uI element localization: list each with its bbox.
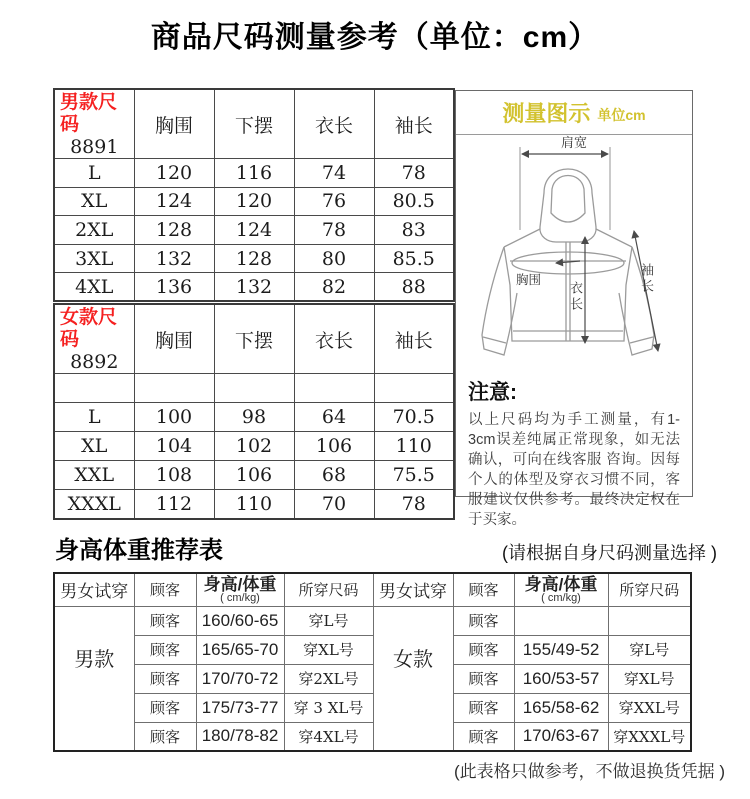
value-cell — [134, 374, 214, 403]
women-model-number: 8892 — [70, 351, 119, 373]
women-size-table — [53, 303, 455, 520]
value-cell: 132 — [214, 273, 294, 302]
value-cell: 102 — [214, 432, 294, 461]
men-table-label: 男款尺码 — [60, 92, 118, 135]
value-cell: 106 — [294, 432, 374, 461]
value-cell: 120 — [134, 159, 214, 188]
size-worn-cell: 穿L号 — [608, 635, 691, 664]
measure-diagram-panel — [455, 90, 693, 528]
women-col-header-length: 衣长 — [294, 304, 374, 374]
customer-cell: 顾客 — [134, 635, 196, 664]
header-size-worn-men: 所穿尺码 — [284, 573, 373, 606]
men-model-number: 8891 — [70, 136, 119, 158]
value-cell: 76 — [294, 187, 374, 216]
size-cell: 2XL — [54, 216, 134, 245]
height-weight-cell: 165/65-70 — [196, 635, 284, 664]
table-row — [54, 461, 454, 490]
customer-cell: 顾客 — [453, 635, 514, 664]
men-group-label-cell: 男款 — [54, 606, 134, 751]
size-worn-cell: 穿L号 — [284, 606, 373, 635]
table-row — [54, 722, 691, 751]
diagram-title: 测量图示 — [502, 101, 591, 126]
value-cell: 98 — [214, 403, 294, 432]
recommend-section-subtitle: (请根据自身尺码测量选择 ) — [502, 543, 717, 563]
height-weight-cell: 160/53-57 — [514, 664, 608, 693]
height-weight-cell: 155/49-52 — [514, 635, 608, 664]
value-cell: 68 — [294, 461, 374, 490]
value-cell: 70.5 — [374, 403, 454, 432]
customer-cell: 顾客 — [453, 664, 514, 693]
value-cell: 128 — [214, 244, 294, 273]
size-worn-cell: 穿4XL号 — [284, 722, 373, 751]
table-row — [54, 273, 454, 302]
size-cell: 3XL — [54, 244, 134, 273]
value-cell: 85.5 — [374, 244, 454, 273]
women-table-label: 女款尺码 — [60, 307, 118, 350]
size-cell: XXL — [54, 461, 134, 490]
value-cell: 74 — [294, 159, 374, 188]
height-weight-cell: 165/58-62 — [514, 693, 608, 722]
size-worn-cell — [608, 606, 691, 635]
size-cell: 4XL — [54, 273, 134, 302]
value-cell: 78 — [294, 216, 374, 245]
rec-table-header-row — [54, 573, 691, 606]
men-size-table — [53, 88, 455, 302]
women-table-label-cell — [54, 304, 134, 374]
height-weight-cell: 170/63-67 — [514, 722, 608, 751]
men-table-label-cell — [54, 89, 134, 159]
page-title: 商品尺码测量参考（单位：cm） — [150, 21, 600, 54]
women-col-header-sleeve: 袖长 — [374, 304, 454, 374]
size-cell: XL — [54, 432, 134, 461]
size-cell — [54, 374, 134, 403]
value-cell: 132 — [134, 244, 214, 273]
height-weight-cell: 175/73-77 — [196, 693, 284, 722]
value-cell: 88 — [374, 273, 454, 302]
size-cell: XL — [54, 187, 134, 216]
height-weight-table — [53, 572, 692, 752]
height-weight-cell — [514, 606, 608, 635]
customer-cell: 顾客 — [134, 722, 196, 751]
sleeve-length-label: 袖长 — [639, 263, 654, 295]
header-hw-unit: ( cm/kg) — [220, 591, 260, 604]
value-cell: 78 — [374, 490, 454, 519]
header-hw-text: 身高/体重 — [524, 574, 598, 594]
height-weight-cell: 180/78-82 — [196, 722, 284, 751]
header-customer-men: 顾客 — [134, 573, 196, 606]
value-cell — [374, 374, 454, 403]
height-weight-cell: 160/60-65 — [196, 606, 284, 635]
value-cell: 83 — [374, 216, 454, 245]
table-footnote: (此表格只做参考，不做退换货凭据 ) — [453, 762, 725, 781]
diagram-unit-label: 单位cm — [597, 106, 646, 123]
header-size-worn-women: 所穿尺码 — [608, 573, 691, 606]
value-cell: 116 — [214, 159, 294, 188]
men-col-header-length: 衣长 — [294, 89, 374, 159]
size-worn-cell: 穿XL号 — [608, 664, 691, 693]
value-cell: 112 — [134, 490, 214, 519]
value-cell: 136 — [134, 273, 214, 302]
notice-body: 以上尺码均为手工测量，有1-3cm误差纯属正常现象，如无法确认，可向在线客服 咨询。因每个人的体型及穿衣习惯不同，客服建议仅供参考。最终决定权在于买家。 — [468, 412, 680, 528]
size-worn-cell: 穿 3 XL号 — [284, 693, 373, 722]
size-worn-cell: 穿XXL号 — [608, 693, 691, 722]
header-customer-women: 顾客 — [453, 573, 514, 606]
value-cell: 100 — [134, 403, 214, 432]
jacket-diagram — [456, 135, 692, 370]
value-cell: 106 — [214, 461, 294, 490]
value-cell: 108 — [134, 461, 214, 490]
table-row — [54, 432, 454, 461]
customer-cell: 顾客 — [453, 722, 514, 751]
value-cell: 80 — [294, 244, 374, 273]
header-hw-text: 身高/体重 — [203, 574, 277, 594]
table-row — [54, 664, 691, 693]
women-col-header-hem: 下摆 — [214, 304, 294, 374]
value-cell: 124 — [134, 187, 214, 216]
header-tryon-women: 男女试穿 — [373, 573, 453, 606]
size-worn-cell: 穿XL号 — [284, 635, 373, 664]
chest-label: 胸围 — [516, 273, 542, 287]
value-cell: 110 — [374, 432, 454, 461]
notice-title: 注意: — [468, 381, 517, 404]
recommend-section-title: 身高体重推荐表 — [55, 537, 223, 564]
shoulder-width-label: 肩宽 — [560, 135, 587, 150]
men-table-header-row — [54, 89, 454, 159]
customer-cell: 顾客 — [134, 606, 196, 635]
value-cell: 78 — [374, 159, 454, 188]
value-cell: 64 — [294, 403, 374, 432]
jacket-outline-drawing — [456, 135, 692, 370]
value-cell: 120 — [214, 187, 294, 216]
customer-cell: 顾客 — [453, 693, 514, 722]
notice-section — [456, 370, 692, 530]
garment-length-label: 衣长 — [568, 281, 583, 313]
women-table-header-row — [54, 304, 454, 374]
value-cell — [214, 374, 294, 403]
table-row — [54, 216, 454, 245]
value-cell: 104 — [134, 432, 214, 461]
height-weight-cell: 170/70-72 — [196, 664, 284, 693]
value-cell: 124 — [214, 216, 294, 245]
table-row — [54, 244, 454, 273]
size-worn-cell: 穿2XL号 — [284, 664, 373, 693]
value-cell: 82 — [294, 273, 374, 302]
men-col-header-sleeve: 袖长 — [374, 89, 454, 159]
men-col-header-hem: 下摆 — [214, 89, 294, 159]
header-height-weight-women — [514, 573, 608, 606]
customer-cell: 顾客 — [134, 693, 196, 722]
value-cell: 128 — [134, 216, 214, 245]
customer-cell: 顾客 — [134, 664, 196, 693]
size-cell: L — [54, 403, 134, 432]
value-cell: 110 — [214, 490, 294, 519]
diagram-title-row — [456, 91, 692, 135]
table-row — [54, 187, 454, 216]
value-cell — [294, 374, 374, 403]
header-hw-unit: ( cm/kg) — [541, 591, 581, 604]
value-cell: 80.5 — [374, 187, 454, 216]
size-cell: L — [54, 159, 134, 188]
customer-cell: 顾客 — [453, 606, 514, 635]
table-row — [54, 403, 454, 432]
size-cell: XXXL — [54, 490, 134, 519]
women-group-label-cell: 女款 — [373, 606, 453, 751]
value-cell: 70 — [294, 490, 374, 519]
header-height-weight-men — [196, 573, 284, 606]
value-cell: 75.5 — [374, 461, 454, 490]
size-worn-cell: 穿XXXL号 — [608, 722, 691, 751]
table-row — [54, 693, 691, 722]
header-tryon-men: 男女试穿 — [54, 573, 134, 606]
table-row — [54, 490, 454, 519]
table-row — [54, 159, 454, 188]
table-row — [54, 635, 691, 664]
women-col-header-chest: 胸围 — [134, 304, 214, 374]
table-row — [54, 606, 691, 635]
men-col-header-chest: 胸围 — [134, 89, 214, 159]
table-row-empty — [54, 374, 454, 403]
measure-arrows — [520, 147, 658, 351]
